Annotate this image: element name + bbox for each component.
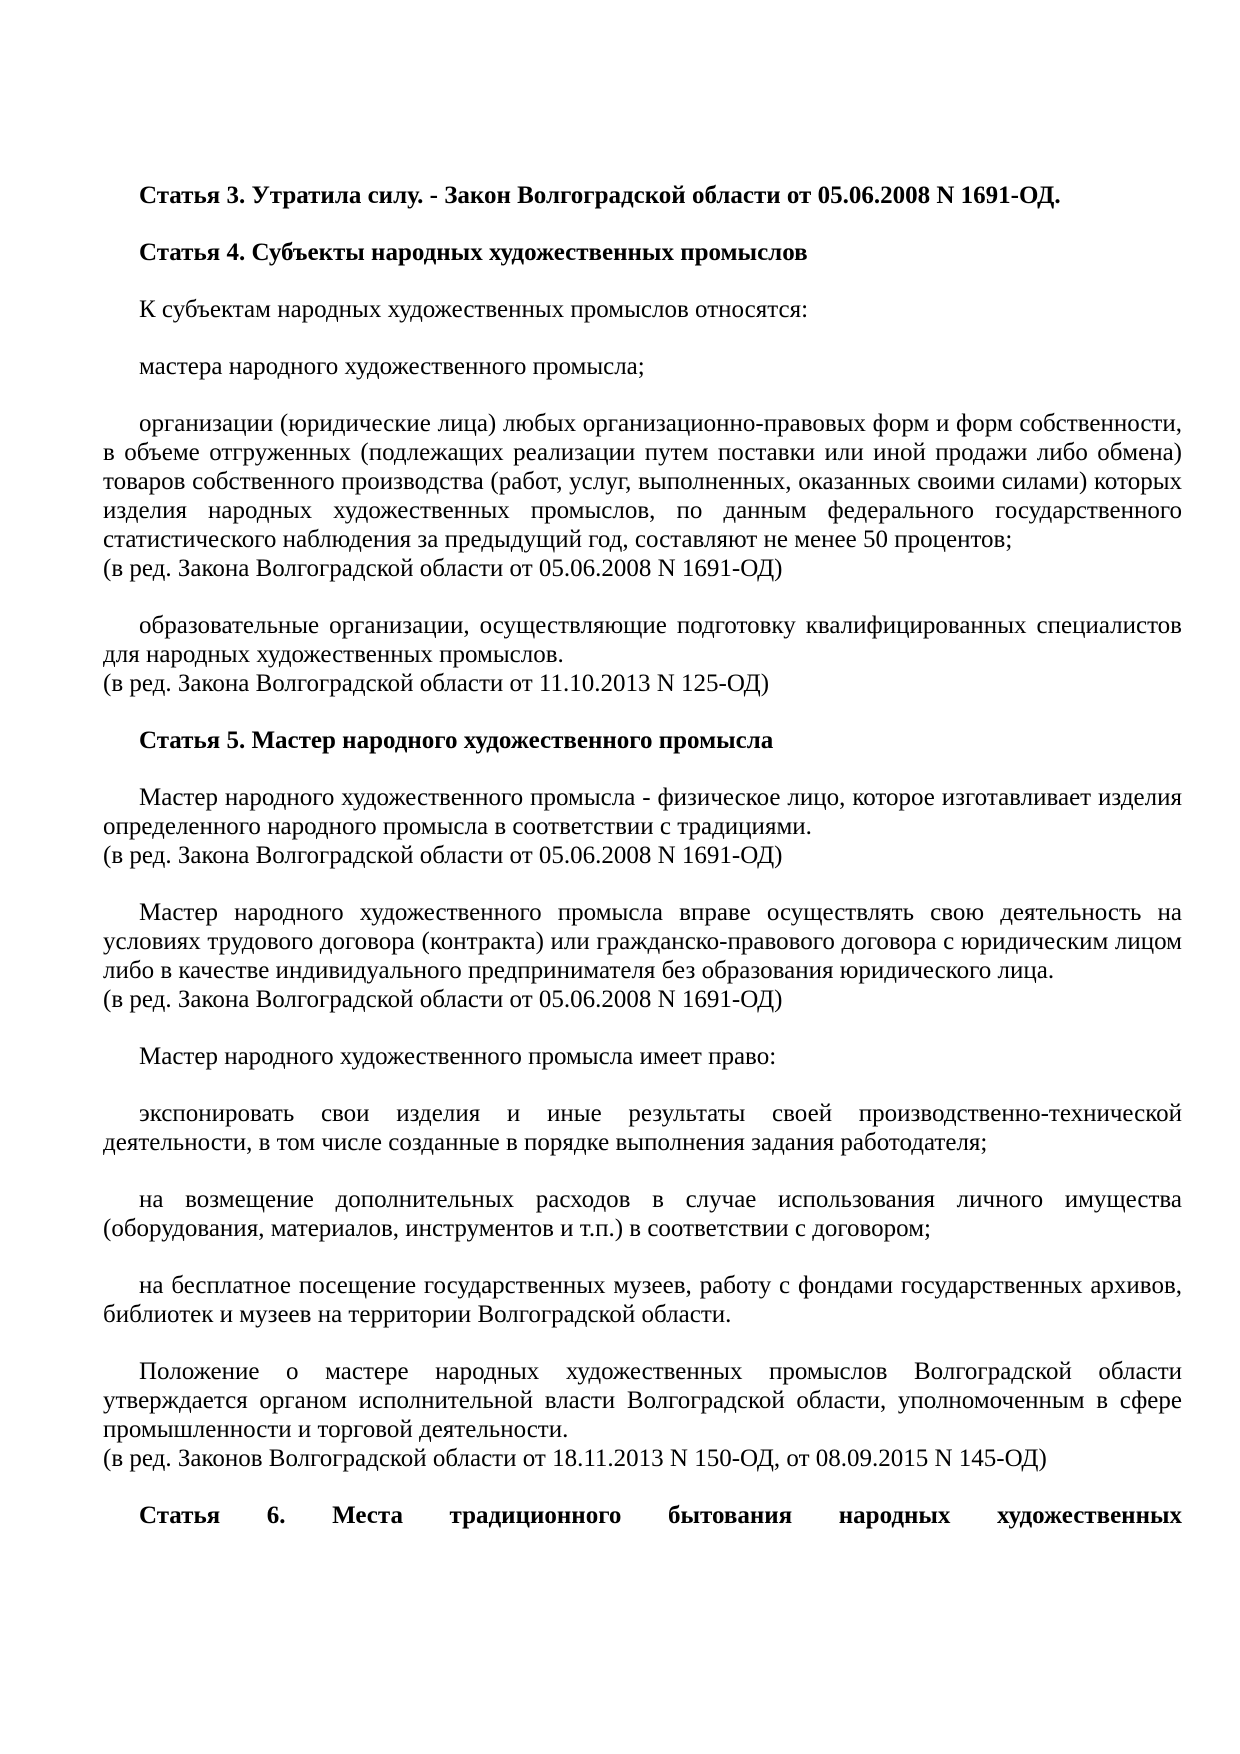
paragraph-right-exhibit: экспонировать свои изделия и иные результаты своей производственно-технической деятельности, в том числе созданные в порядке выполнения задания работодателя;: [103, 1100, 1182, 1156]
article-5-heading: Статья 5. Мастер народного художественного промысла: [139, 727, 774, 754]
amendment-note-3: (в ред. Закона Волгоградской области от 05.06.2008 N 1691-ОД): [103, 842, 783, 869]
article-6-heading: Статья 6. Места традиционного бытования народных художественных: [139, 1502, 1182, 1529]
paragraph-right-museums: на бесплатное посещение государственных музеев, работу с фондами государственных архивов, библиотек и музеев на территории Волгоградской области.: [103, 1272, 1182, 1328]
paragraph-master-regulation: Положение о мастере народных художественных промыслов Волгоградской области утверждается органом исполнительной власти Волгоградской области, уполномоченным в сфере промышленности и торговой деятельности.: [103, 1358, 1182, 1443]
article-4-heading: Статья 4. Субъекты народных художественных промыслов: [139, 239, 808, 266]
paragraph-organizations-item: организации (юридические лица) любых организационно-правовых форм и форм собственности, в объеме отгруженных (подлежащих реализации путем поставки или иной продажи либо обмена) товаров собственного производства (работ, услуг, выполненных, оказанных своими силами) которых изделия народных художественных промыслов, по данным федерального государственного статистического наблюдения за предыдущий год, составляют не менее 50 процентов;: [103, 410, 1182, 553]
amendment-note-2: (в ред. Закона Волгоградской области от 11.10.2013 N 125-ОД): [103, 670, 770, 697]
article-3-heading: Статья 3. Утратила силу. - Закон Волгоградской области от 05.06.2008 N 1691-ОД.: [139, 182, 1061, 209]
paragraph-subjects-intro: К субъектам народных художественных промыслов относятся:: [139, 296, 809, 323]
amendment-note-1: (в ред. Закона Волгоградской области от 05.06.2008 N 1691-ОД): [103, 555, 783, 582]
paragraph-master-activity: Мастер народного художественного промысла вправе осуществлять свою деятельность на условиях трудового договора (контракта) или гражданско-правового договора с юридическим лицом либо в качестве индивидуального предпринимателя без образования юридического лица.: [103, 899, 1182, 984]
amendment-note-4: (в ред. Закона Волгоградской области от 05.06.2008 N 1691-ОД): [103, 986, 783, 1013]
paragraph-right-compensation: на возмещение дополнительных расходов в случае использования личного имущества (оборудования, материалов, инструментов и т.п.) в соответствии с договором;: [103, 1186, 1182, 1242]
amendment-note-5: (в ред. Законов Волгоградской области от 18.11.2013 N 150-ОД, от 08.09.2015 N 145-ОД): [103, 1445, 1047, 1472]
paragraph-master-definition: Мастер народного художественного промысла - физическое лицо, которое изготавливает изделия определенного народного промысла в соответствии с традициями.: [103, 784, 1182, 840]
paragraph-master-rights-intro: Мастер народного художественного промысла имеет право:: [139, 1043, 777, 1070]
paragraph-educational-item: образовательные организации, осуществляющие подготовку квалифицированных специалистов для народных художественных промыслов.: [103, 612, 1182, 668]
paragraph-masters-item: мастера народного художественного промысла;: [139, 353, 645, 380]
